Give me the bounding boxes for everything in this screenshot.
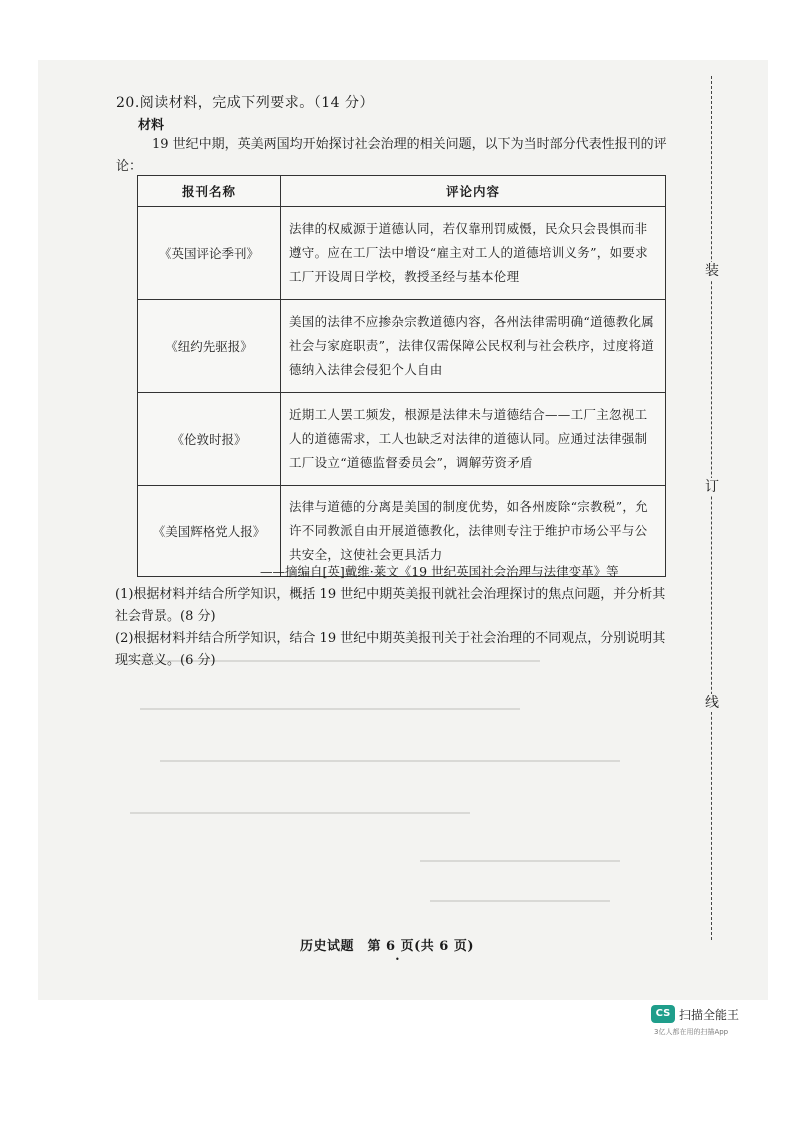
bleed-through-mark bbox=[420, 860, 620, 862]
newspaper-name: 《纽约先驱报》 bbox=[138, 300, 281, 393]
table-row bbox=[138, 300, 666, 393]
newspaper-name: 《美国辉格党人报》 bbox=[138, 486, 281, 577]
table-header-row bbox=[138, 176, 666, 207]
binding-char-ding: 订 bbox=[705, 479, 719, 495]
material-source: ——摘编自[英]戴维·莱文《19 世纪英国社会治理与法律变革》等 bbox=[260, 564, 619, 579]
binding-char-xian: 线 bbox=[705, 695, 719, 711]
table-row bbox=[138, 207, 666, 300]
material-intro: 19 世纪中期，英美两国均开始探讨社会治理的相关问题，以下为当时部分代表性报刊的评论： bbox=[116, 137, 667, 174]
sub-question-2: (2)根据材料并结合所学知识，结合 19 世纪中期英美报刊关于社会治理的不同观点，分别说明其现实意义。(6 分) bbox=[115, 631, 666, 668]
binding-dashed-line bbox=[711, 76, 712, 940]
bleed-through-mark bbox=[130, 812, 470, 814]
comment-content: 美国的法律不应掺杂宗教道德内容，各州法律需明确“道德教化属社会与家庭职责”，法律仅需保障公民权利与社会秩序，过度将道德纳入法律会侵犯个人自由 bbox=[281, 300, 666, 393]
bleed-through-mark bbox=[430, 900, 610, 902]
comment-content: 近期工人罢工频发，根源是法律未与道德结合——工厂主忽视工人的道德需求，工人也缺乏对法律的道德认同。应通过法律强制工厂设立“道德监督委员会”，调解劳资矛盾 bbox=[281, 393, 666, 486]
sub-question-1: (1)根据材料并结合所学知识，概括 19 世纪中期英美报刊就社会治理探讨的焦点问题，并分析其社会背景。(8 分) bbox=[115, 587, 666, 624]
newspaper-comment-table bbox=[137, 175, 666, 577]
column-header-comment: 评论内容 bbox=[281, 176, 666, 207]
newspaper-name: 《伦敦时报》 bbox=[138, 393, 281, 486]
comment-content: 法律与道德的分离是美国的制度优势，如各州废除“宗教税”，允许不同教派自由开展道德教化，法律则专注于维护市场公平与公共安全，这使社会更具活力 bbox=[281, 486, 666, 577]
page-footer: 历史试题 第 6 页(共 6 页) bbox=[300, 939, 474, 954]
newspaper-name: 《英国评论季刊》 bbox=[138, 207, 281, 300]
comment-content: 法律的权威源于道德认同，若仅靠刑罚威慑，民众只会畏惧而非遵守。应在工厂法中增设“雇主对工人的道德培训义务”，如要求工厂开设周日学校，教授圣经与基本伦理 bbox=[281, 207, 666, 300]
bleed-through-mark bbox=[160, 760, 620, 762]
watermark-tagline: 3亿人都在用的扫描App bbox=[654, 1028, 729, 1036]
footer-dot: • bbox=[395, 955, 400, 964]
binding-char-zhuang: 装 bbox=[705, 263, 719, 279]
material-heading: 材料 bbox=[138, 118, 165, 133]
column-header-newspaper: 报刊名称 bbox=[138, 176, 281, 207]
table-row bbox=[138, 393, 666, 486]
camscanner-logo-icon: CS bbox=[651, 1005, 675, 1023]
watermark-app-name: 扫描全能王 bbox=[679, 1008, 740, 1022]
question-title: 20.阅读材料，完成下列要求。（14 分） bbox=[116, 95, 375, 111]
bleed-through-mark bbox=[140, 708, 520, 710]
